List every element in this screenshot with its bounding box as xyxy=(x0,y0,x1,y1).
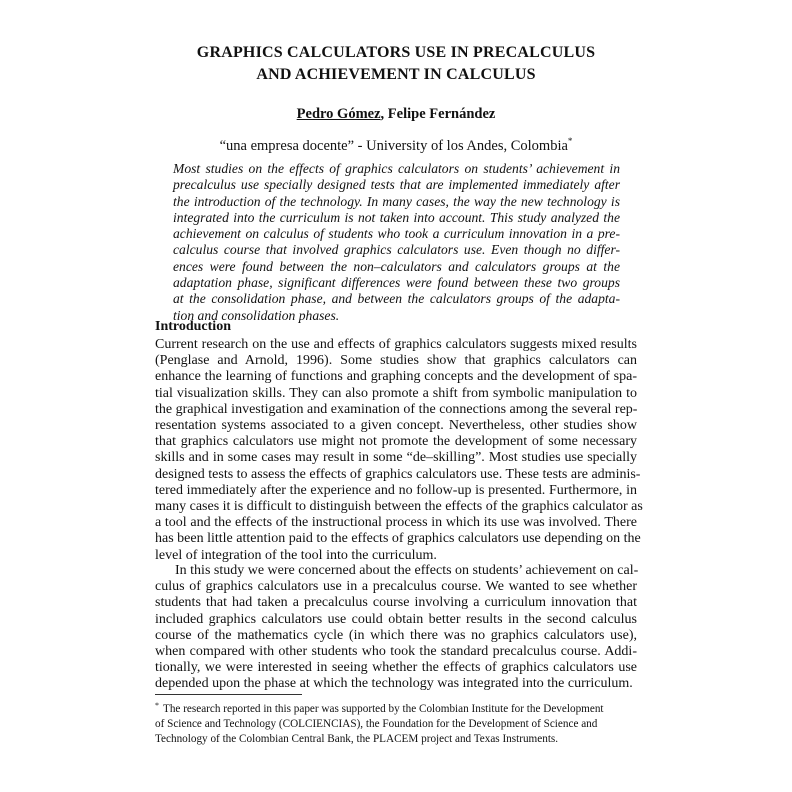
abstract-line: Most studies on the effects of graphics calculators on students’ achievement in xyxy=(173,161,620,176)
author-separator: , xyxy=(380,106,388,122)
footnote xyxy=(155,698,637,747)
intro-paragraph-2 xyxy=(155,563,637,693)
body-line: In this study we were concerned about the effects on students’ achievement on cal- xyxy=(175,563,639,578)
body-line: skills and in some cases may result in some “de–skilling”. Most studies use specially xyxy=(155,450,637,466)
abstract-line: achievement on calculus of students who took a curriculum innovation in a pre- xyxy=(173,226,620,242)
body-line: has been little attention paid to the effects of graphics calculators use depending on the xyxy=(155,531,641,547)
author-list xyxy=(0,106,792,123)
abstract-line: ences were found between the non–calculators and calculators groups at the xyxy=(173,258,620,274)
affiliation-text: “una empresa docente” - University of los Andes, Colombia xyxy=(219,138,568,154)
body-line: enhance the learning of functions and graphing concepts and the development of spa- xyxy=(155,369,637,385)
body-line: Current research on the use and effects of graphics calculators suggests mixed results xyxy=(155,337,637,352)
paper-title-line-2 xyxy=(0,66,792,84)
affiliation-footnote-mark: * xyxy=(567,136,573,146)
footnote-line-text: The research reported in this paper was supported by the Colombian Institute for the Development xyxy=(163,703,604,715)
footnote-line: Technology of the Colombian Central Bank, the PLACEM project and Texas Instruments. xyxy=(155,733,559,745)
body-line: tered immediately after the experience and no follow-up is presented. Furthermore, in xyxy=(155,482,637,498)
intro-paragraph-1 xyxy=(155,337,643,564)
abstract-line: integrated into the curriculum is not taken into account. This study analyzed the xyxy=(173,209,620,225)
abstract-line: adaptation phase, significant differences were found between these two groups xyxy=(173,275,620,291)
abstract-line: tion and consolidation phases. xyxy=(173,307,340,323)
body-line: when compared with other students who took the standard precalculus course. Addi- xyxy=(155,644,637,660)
body-line: tial visualization skills. They can also promote a shift from symbolic manipulation to xyxy=(155,385,637,401)
body-line: a tool and the effects of the instructional process in which its use was involved. There xyxy=(155,515,637,531)
footnote-divider xyxy=(155,694,302,695)
body-line: that graphics calculators use might not promote the development of some necessary xyxy=(155,434,637,450)
title-line-1-text: GRAPHICS CALCULATORS USE IN PRECALCULUS xyxy=(196,44,596,61)
body-line: level of integration of the tool into the curriculum. xyxy=(155,547,437,563)
body-line: depended upon the phase at which the technology was integrated into the curriculum. xyxy=(155,676,633,692)
abstract xyxy=(173,161,620,324)
body-line: included graphics calculators use could obtain better results in the second calculus xyxy=(155,611,637,627)
body-line: culus of graphics calculators use in a precalculus course. We wanted to see whether xyxy=(155,579,637,595)
abstract-line: at the consolidation phase, and between the calculators groups of the adapta- xyxy=(173,291,620,307)
body-line: (Penglase and Arnold, 1996). Some studies show that graphics calculators can xyxy=(155,353,637,369)
presenting-author: Pedro Gómez xyxy=(296,106,381,122)
body-line: many cases it is difficult to distinguish between the effects of the graphics calculator as xyxy=(155,499,643,515)
abstract-line: precalculus use specially designed tests that are implemented immediately after xyxy=(173,177,620,193)
body-line: students that had taken a precalculus course involving a curriculum innovation that xyxy=(155,595,637,611)
footnote-mark: * xyxy=(155,701,159,710)
title-line-2-text: AND ACHIEVEMENT IN CALCULUS xyxy=(256,66,536,83)
section-heading-introduction: Introduction xyxy=(155,319,231,334)
body-line: designed tests to assess the effects of graphics calculators use. These tests are adminis- xyxy=(155,466,641,482)
body-line: resentation systems associated to a given concept. Nevertheless, other studies show xyxy=(155,418,637,434)
abstract-line: calculus course that involved graphics calculators use. Even though no differ- xyxy=(173,242,620,258)
body-line: course of the mathematics cycle (in which there was no graphics calculators use), xyxy=(155,627,637,643)
footnote-line: of Science and Technology (COLCIENCIAS), the Foundation for the Development of Science and xyxy=(155,718,598,730)
paper-title-line-1 xyxy=(0,44,792,62)
abstract-line: the introduction of the technology. In many cases, the way the new technology is xyxy=(173,193,620,209)
affiliation xyxy=(0,136,792,155)
footnote-line xyxy=(155,698,637,717)
body-line: tionally, we were interested in seeing whether the effects of graphics calculators use xyxy=(155,660,637,676)
body-line: the graphical investigation and examination of the connections among the several rep- xyxy=(155,401,638,417)
coauthor: Felipe Fernández xyxy=(387,106,496,122)
